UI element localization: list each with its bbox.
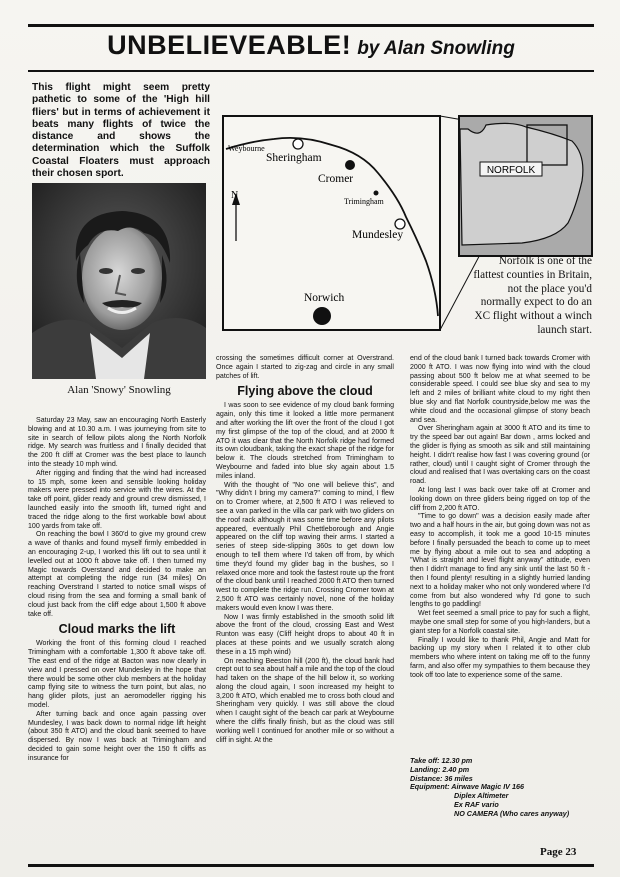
spec-distance: Distance: 36 miles (410, 773, 473, 783)
col1-paragraph: On reaching the bowl I 360'd to give my ground crew a wave of thanks and found myself firmly embedded in an encouraging 2-up, I worked this lift out to sea until it levelled out at 1000 ft above take off. I then turned my Magic towards Overstand and decided to make an attempt at completing the ridge run (34 miles) On reaching Overstrand I started to notice small wisps of cloud rising from the sea and forming a small bank of cloud just back from the cliff edge about 1,500 ft above take off. (28, 531, 206, 618)
bottom-rule (28, 864, 594, 867)
intro-paragraph: This flight might seem pretty pathetic to some of the 'High hill fliers' but in terms of achievement it beats many flights of twice the distance and shows the determination which the Suffolk Coastal Floaters must approach their chosen sport. (32, 82, 210, 180)
inset-landmass (460, 123, 583, 245)
col3-paragraph: end of the cloud bank I turned back towards Cromer with 2000 ft ATO. I was now flying into wind with the cloud passing about 500 ft below me at what seemed to be considerable speed. I could see blue sky and sea to my left and 2 miles of brilliant white cloud to my right then blue sky and flat Norfolk countryside,below me was the white cloud and the occasional glimpse of stony beach and sea. (410, 355, 590, 424)
flight-specs (410, 757, 600, 819)
trimingham-marker (374, 191, 379, 196)
inset-label: NORFOLK (486, 165, 536, 176)
col2-paragraph: On reaching Beeston hill (200 ft), the cloud bank had crept out to sea about half a mile and the top of the cloud had taken on the shape of the hill below it, so working along the cloud again, I soon increased my height to 3,200 ft ATO, which enabled me to cross both cloud and Sheringham very quickly. I was still above the cloud when I caught sight of the beach car park at Weybourne where the cliffs finally finish, but as the cloud was still working well I continued for another mile or so without a cliff in sight. At the (216, 657, 394, 744)
norwich-marker (313, 307, 331, 325)
col3-paragraph: "Time to go down" was a decision easily made after two and a half hours in the air, but going down was not as easy to accomplish, it took me a good 10-15 minutes before I finally persuaded the beach to come up to meet me by flying about a mile out to sea and adopting a "What is straight and level flight anyway" attitude, even then I didn't manage to find any sink until the last 50 ft - then I found plenty! resulting in a slightly hurried landing next to a holiday maker who not only wondered where I'd come from but also wondered why I'd gone to such lengths to go paddling! (410, 513, 590, 609)
north-label: N (231, 190, 239, 201)
portrait-illustration (32, 183, 206, 379)
col3-paragraph: Finally I would like to thank Phil, Angie and Matt for backing up my story when I related it to other club members who where intent on taking me off to the funny farm, and also offer my sympathies to them because they took off too late to experience some of the same. (410, 636, 590, 679)
spec-equipment: Equipment: Airwave Magic IV 166 (410, 782, 524, 792)
label-mundesley: Mundesley (352, 229, 404, 241)
col2-paragraph: Now I was firmly established in the smooth solid lift above the front of the cloud, crossing East and West Runton was easy (Cliff height drops to about 40 ft in places at these points and we usually scratch along these in a 15 mph wind) (216, 613, 394, 656)
subheading-cloud-marks: Cloud marks the lift (58, 622, 176, 637)
col2-paragraph: With the thought of "No one will believe this", and "Why didn't I bring my camera?" coming to mind, I flew on to Cromer where, at 2,500 ft ATO I was relieved to see a van parked in the villa car park with two gliders on the roof rack although it was some time before any pilots appeared, eventually Phil Chettleborough and Angie appeared on the cliff top waving their arms. I started a series of steep side-slipping 360s to get down low enough to tell them where I'd taken off from, by which time they'd found my glider bag in the bushes, so I relaxed once more and took the fastest route up the front of the cloud bank until I reached 2000 ft ATO then turned west to complete the ridge run. Crossing Cromer town at 2,500 ft ATO was certainly novel, none of the holiday makers would even know I was there. (216, 481, 394, 612)
label-cromer: Cromer (318, 173, 354, 185)
norfolk-note: Norfolk is one of the flattest counties in Britain, not the place you'd normally expect to do an XC flight without a winch launch start. (473, 255, 592, 336)
col3-paragraph: Over Sheringham again at 3000 ft ATO and its time to try the speed bar out again! Bar down , arms locked and the glider is flying as smooth as silk and still maintaining height. I didn't realise how fast I was covering ground (or rather, cloud) until I caught sight of Cromer through the cloud and realised that I was overtaking cars on the coast road. (410, 425, 590, 486)
top-rule (28, 24, 594, 27)
author-photo (32, 183, 206, 379)
col1-paragraph: Working the front of this forming cloud I reached Trimingham with a comfortable 1,300 ft above take off. The east end of the ridge at Bacton was now clearly in view and I pressed on over Mundesley in the hope that there would be some other club members at the holiday camp flying site to witness the turn point, but alas, no hang glider pilots, just an aeromodeller rigging his model. (28, 640, 206, 709)
col3-paragraph: Wet feet seemed a small price to pay for such a flight, maybe one small step for some of you high-landers, but a giant step for a Norfolk coastal site. (410, 610, 590, 635)
article-column-3 (410, 355, 590, 680)
sheringham-marker (293, 139, 303, 149)
cromer-marker (345, 160, 355, 170)
spec-equipment-4: NO CAMERA (Who cares anyway) (454, 808, 570, 818)
title-text: UNBELIEVEABLE! (107, 30, 352, 60)
article-column-1 (28, 417, 206, 763)
article-title (28, 30, 594, 70)
title-underline (28, 70, 594, 72)
subheading-flying-above: Flying above the cloud (237, 384, 373, 399)
col1-paragraph: After rigging and finding that the wind had increased to 15 mph, some keen and sensible looking holiday makers were pressed into service with the wires. At the take off point, glider ready and ground crew dismissed, I launched easily into the smooth lift, turned right and traced the ridge along to the first workable bowl about 100 yards from take off. (28, 469, 206, 530)
article-column-2 (216, 355, 394, 745)
photo-caption: Alan 'Snowy' Snowling (67, 384, 171, 396)
mundesley-marker (395, 219, 405, 229)
col1-paragraph: After turning back and once again passing over Mundesley, I was back down to normal ridge lift height (about 350 ft ATO) and the cloud bank seemed to have dispersed. By now I was back at Trimingham and decided to gain some height over the 150 ft cliffs as insurance for (28, 710, 206, 762)
label-trimingham: Trimingham (344, 197, 384, 206)
col1-paragraph: Saturday 23 May, saw an encouraging North Easterly blowing and at 10.30 a.m. I was journeying from site to site in search of fellow pilots along the North Norfolk ridge. My search was fruitless and I finally decided that the 200 ft cliff at Cromer was the best place to launch into the steady 10 mph wind. (28, 417, 206, 468)
col3-paragraph: At long last I was back over take off at Cromer and looking down on three gliders being rigged on top of the cliff from 2,200 ft ATO. (410, 486, 590, 512)
label-norwich: Norwich (304, 292, 345, 304)
spec-equipment-2: Diplex Altimeter (454, 791, 509, 801)
spec-landing: Landing: 2.40 pm (410, 764, 470, 774)
label-sheringham: Sheringham (266, 152, 322, 164)
spec-equipment-3: Ex RAF vario (454, 799, 499, 809)
page-number: Page 23 (540, 846, 577, 858)
col2-paragraph: crossing the sometimes difficult corner at Overstrand. Once again I started to zig-zag and circle in any small patches of lift. (216, 355, 394, 380)
byline: by Alan Snowling (357, 38, 515, 59)
label-weybourne: Weybourne (228, 144, 265, 153)
spec-takeoff: Take off: 12.30 pm (410, 756, 473, 765)
col2-paragraph: I was soon to see evidence of my cloud bank forming again, only this time it looked a little more permanent and after working the lift over the front of the cloud I got my first glimpse of the top of the cloud, and at 2000 ft ATO it was clear that the North Norfolk ridge had formed its own cloudbank, taking the exact shape of the ridge for below it. The clouds stretched from Trimingham to Weybourne and faded into blue sky again about 1.5 miles inland. (216, 402, 394, 480)
